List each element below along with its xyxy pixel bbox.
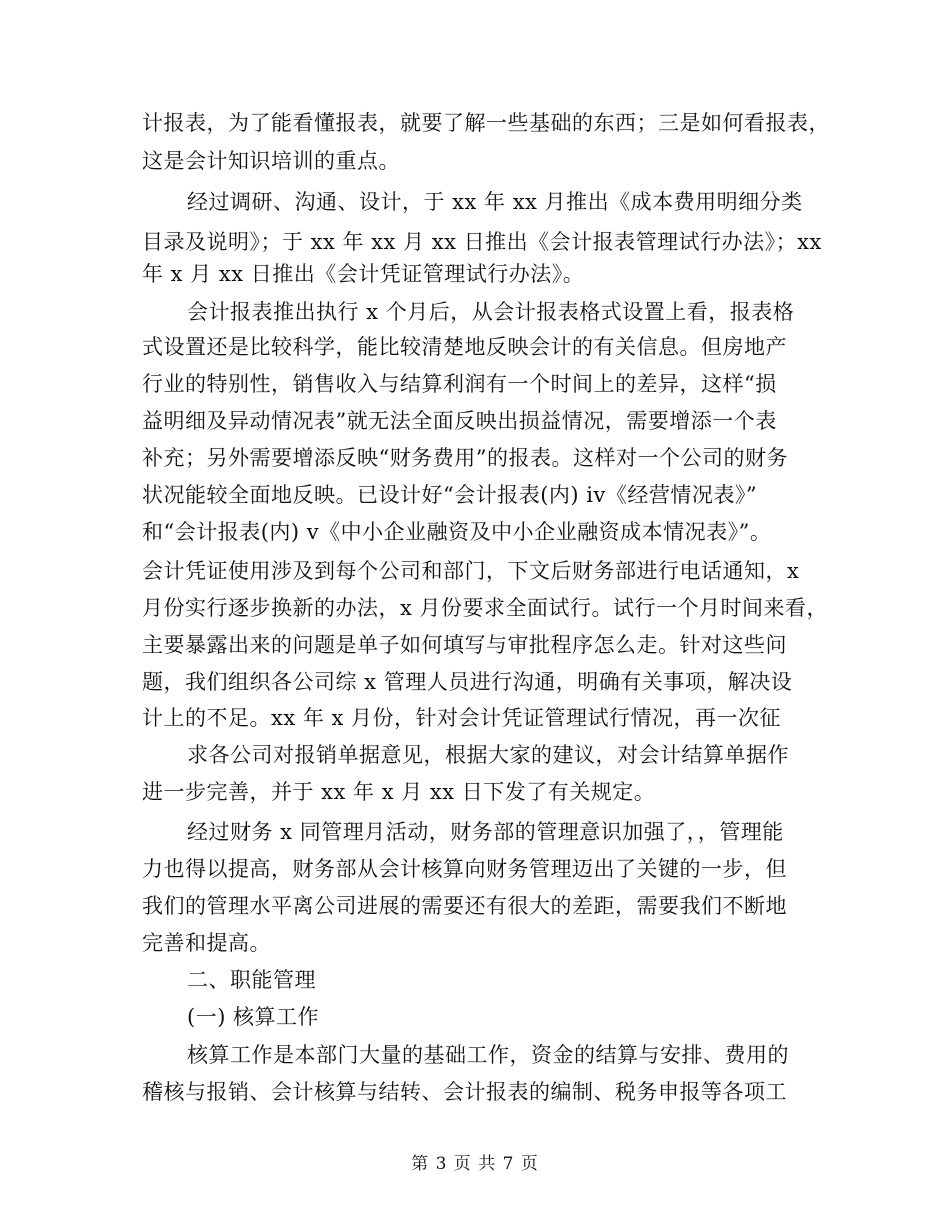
text-line: 会计凭证使用涉及到每个公司和部门，下文后财务部进行电话通知，x	[142, 559, 800, 583]
subsection-heading: (一) 核算工作	[187, 1005, 320, 1029]
text-line: 目录及说明》；于 xx 年 xx 月 xx 日推出《会计报表管理试行办法》；xx	[142, 230, 822, 254]
text-line: 行业的特别性，销售收入与结算利润有一个时间上的差异，这样“损	[142, 372, 777, 396]
section-heading: 二、职能管理	[187, 968, 316, 992]
text-line: 主要暴露出来的问题是单子如何填写与审批程序怎么走。针对这些问	[142, 633, 787, 657]
text-line: 题，我们组织各公司综 x 管理人员进行沟通，明确有关事项，解决设	[142, 670, 793, 694]
text-line: 会计报表推出执行 x 个月后，从会计报表格式设置上看，报表格	[187, 300, 795, 324]
text-line: 式设置还是比较科学，能比较清楚地反映会计的有关信息。但房地产	[142, 335, 787, 359]
text-line: 经过调研、沟通、设计，于 xx 年 xx 月推出《成本费用明细分类	[187, 190, 803, 214]
text-line: 这是会计知识培训的重点。	[142, 149, 400, 173]
text-line: 和“会计报表(内) v《中小企业融资及中小企业融资成本情况表》”。	[142, 520, 772, 544]
text-line: 计上的不足。xx 年 x 月份，针对会计凭证管理试行情况，再一次征	[142, 706, 782, 730]
text-line: 核算工作是本部门大量的基础工作，资金的结算与安排、费用的	[187, 1043, 789, 1067]
text-line: 完善和提高。	[142, 931, 271, 955]
text-line: 进一步完善，并于 xx 年 x 月 xx 日下发了有关规定。	[142, 780, 656, 804]
text-line: 计报表，为了能看懂报表，就要了解一些基础的东西；三是如何看报表，	[142, 111, 830, 135]
text-line: 月份实行逐步换新的办法，x 月份要求全面试行。试行一个月时间来看，	[142, 596, 829, 620]
text-line: 求各公司对报销单据意见，根据大家的建议，对会计结算单据作	[187, 743, 789, 767]
text-line: 稽核与报销、会计核算与结转、会计报表的编制、税务申报等各项工	[142, 1080, 787, 1104]
text-line: 力也得以提高，财务部从会计核算向财务管理迈出了关键的一步，但	[142, 857, 787, 881]
text-line: 我们的管理水平离公司进展的需要还有很大的差距，需要我们不断地	[142, 894, 787, 918]
text-line: 补充；另外需要增添反映“财务费用”的报表。这样对一个公司的财务	[142, 446, 788, 470]
page-number-footer: 第 3 页 共 7 页	[411, 1154, 539, 1174]
text-line: 益明细及异动情况表”就无法全面反映出损益情况，需要增添一个表	[142, 409, 777, 433]
text-line: 年 x 月 xx 日推出《会计凭证管理试行办法》。	[142, 262, 585, 286]
text-line: 经过财务 x 同管理月活动，财务部的管理意识加强了，，管理能	[187, 820, 784, 844]
text-line: 状况能较全面地反映。已设计好“会计报表(内) iv《经营情况表》”	[142, 483, 758, 507]
